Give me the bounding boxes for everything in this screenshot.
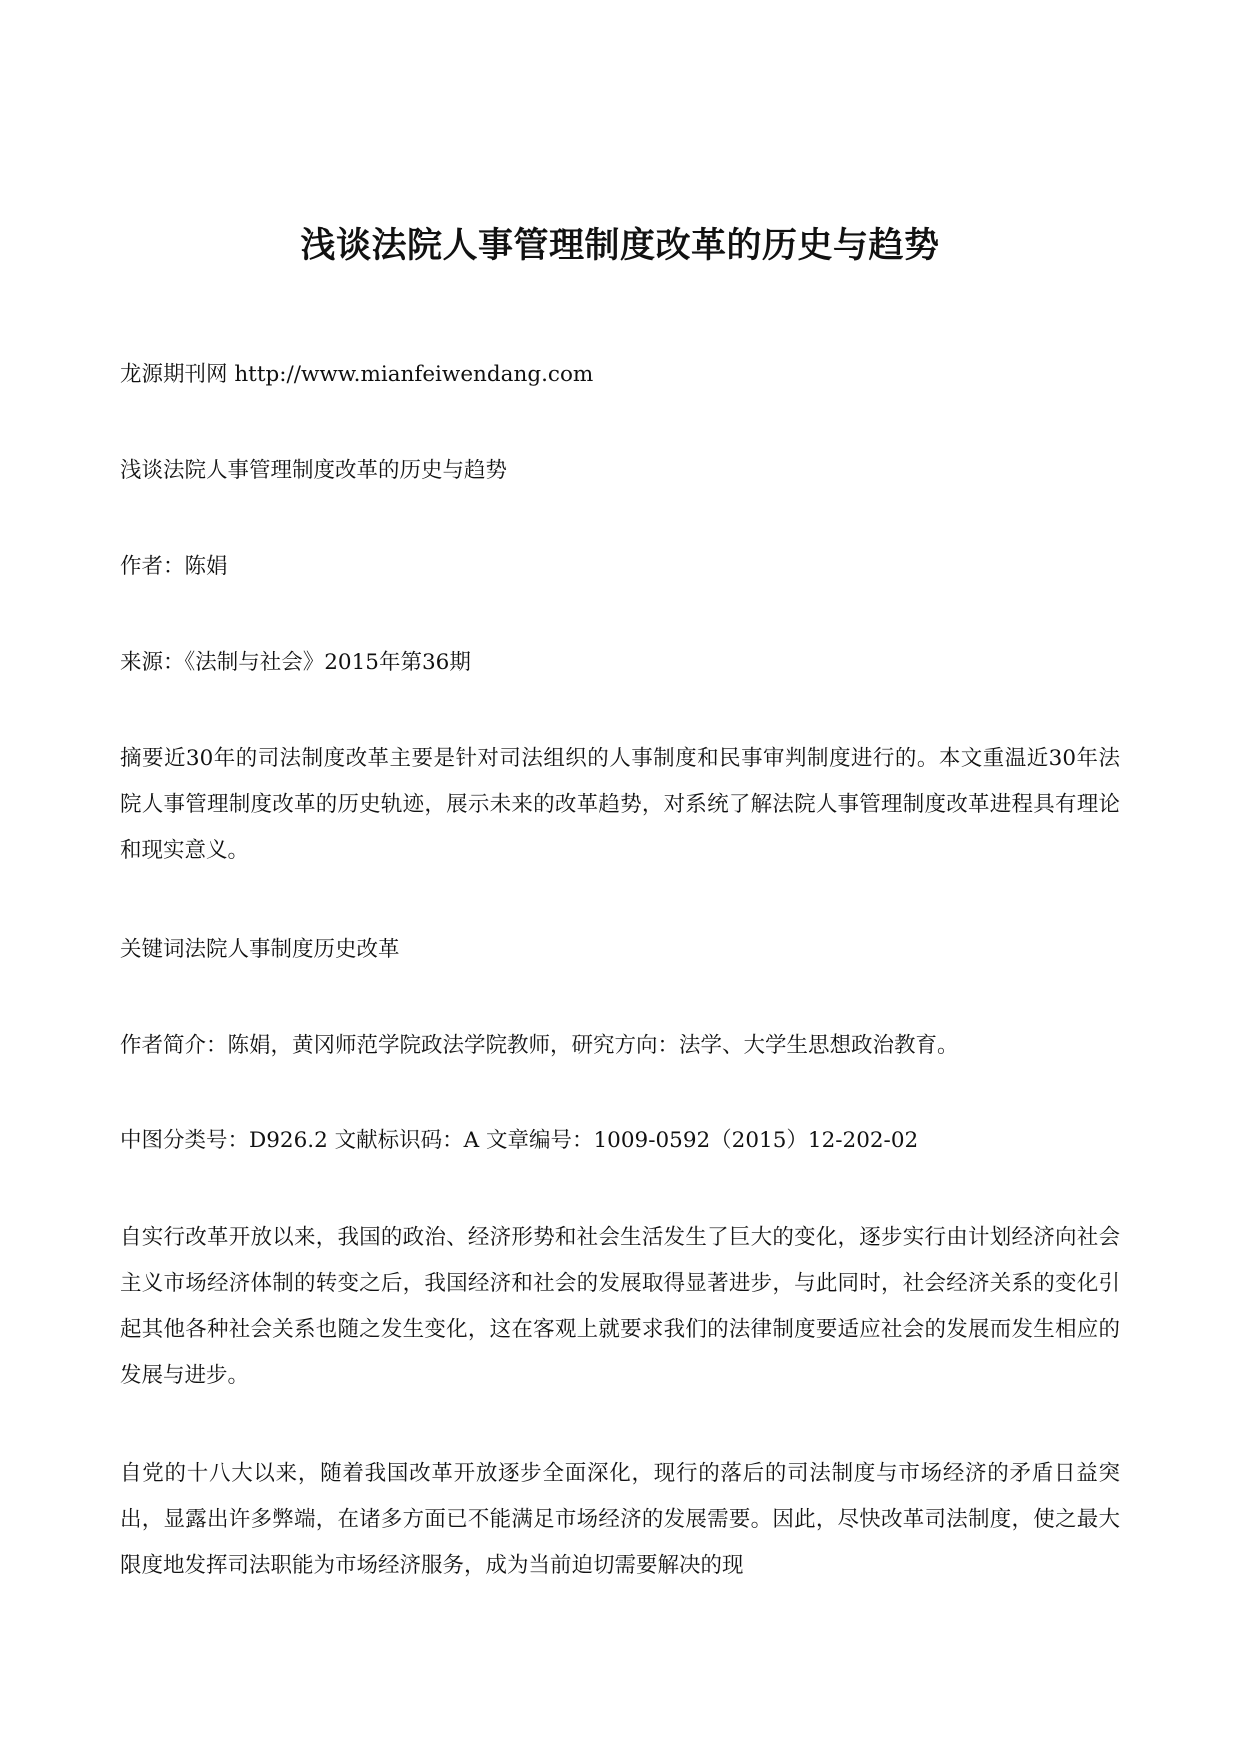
author-bio-line: 作者简介：陈娟，黄冈师范学院政法学院教师，研究方向：法学、大学生思想政治教育。 — [120, 1033, 959, 1058]
keywords-line: 关键词法院人事制度历史改革 — [120, 937, 400, 962]
body-paragraph-1: 自实行改革开放以来，我国的政治、经济形势和社会生活发生了巨大的变化，逐步实行由计划经济向社会主义市场经济体制的转变之后，我国经济和社会的发展取得显著进步，与此同时，社会经济关系的变化引起其他各种社会关系也随之发生变化，这在客观上就要求我们的法律制度要适应社会的发展而发生相应的发展与进步。 — [120, 1225, 1120, 1388]
body-paragraph-2: 自党的十八大以来，随着我国改革开放逐步全面深化，现行的落后的司法制度与市场经济的矛盾日益突出，显露出许多弊端，在诸多方面已不能满足市场经济的发展需要。因此，尽快改革司法制度，使之最大限度地发挥司法职能为市场经济服务，成为当前迫切需要解决的现 — [120, 1461, 1120, 1578]
document-title: 浅谈法院人事管理制度改革的历史与趋势 — [300, 226, 940, 266]
source-line: 来源：《法制与社会》2015年第36期 — [120, 650, 471, 675]
abstract-paragraph: 摘要近30年的司法制度改革主要是针对司法组织的人事制度和民事审判制度进行的。本文重温近30年法院人事管理制度改革的历史轨迹，展示未来的改革趋势，对系统了解法院人事管理制度改革进程具有理论和现实意义。 — [120, 746, 1120, 863]
source-site-line: 龙源期刊网 http://www.mianfeiwendang.com — [120, 362, 594, 387]
author-line: 作者：陈娟 — [120, 554, 228, 579]
article-subtitle: 浅谈法院人事管理制度改革的历史与趋势 — [120, 458, 508, 483]
classification-line: 中图分类号：D926.2 文献标识码：A 文章编号：1009-0592（2015）12-202-02 — [120, 1128, 919, 1153]
